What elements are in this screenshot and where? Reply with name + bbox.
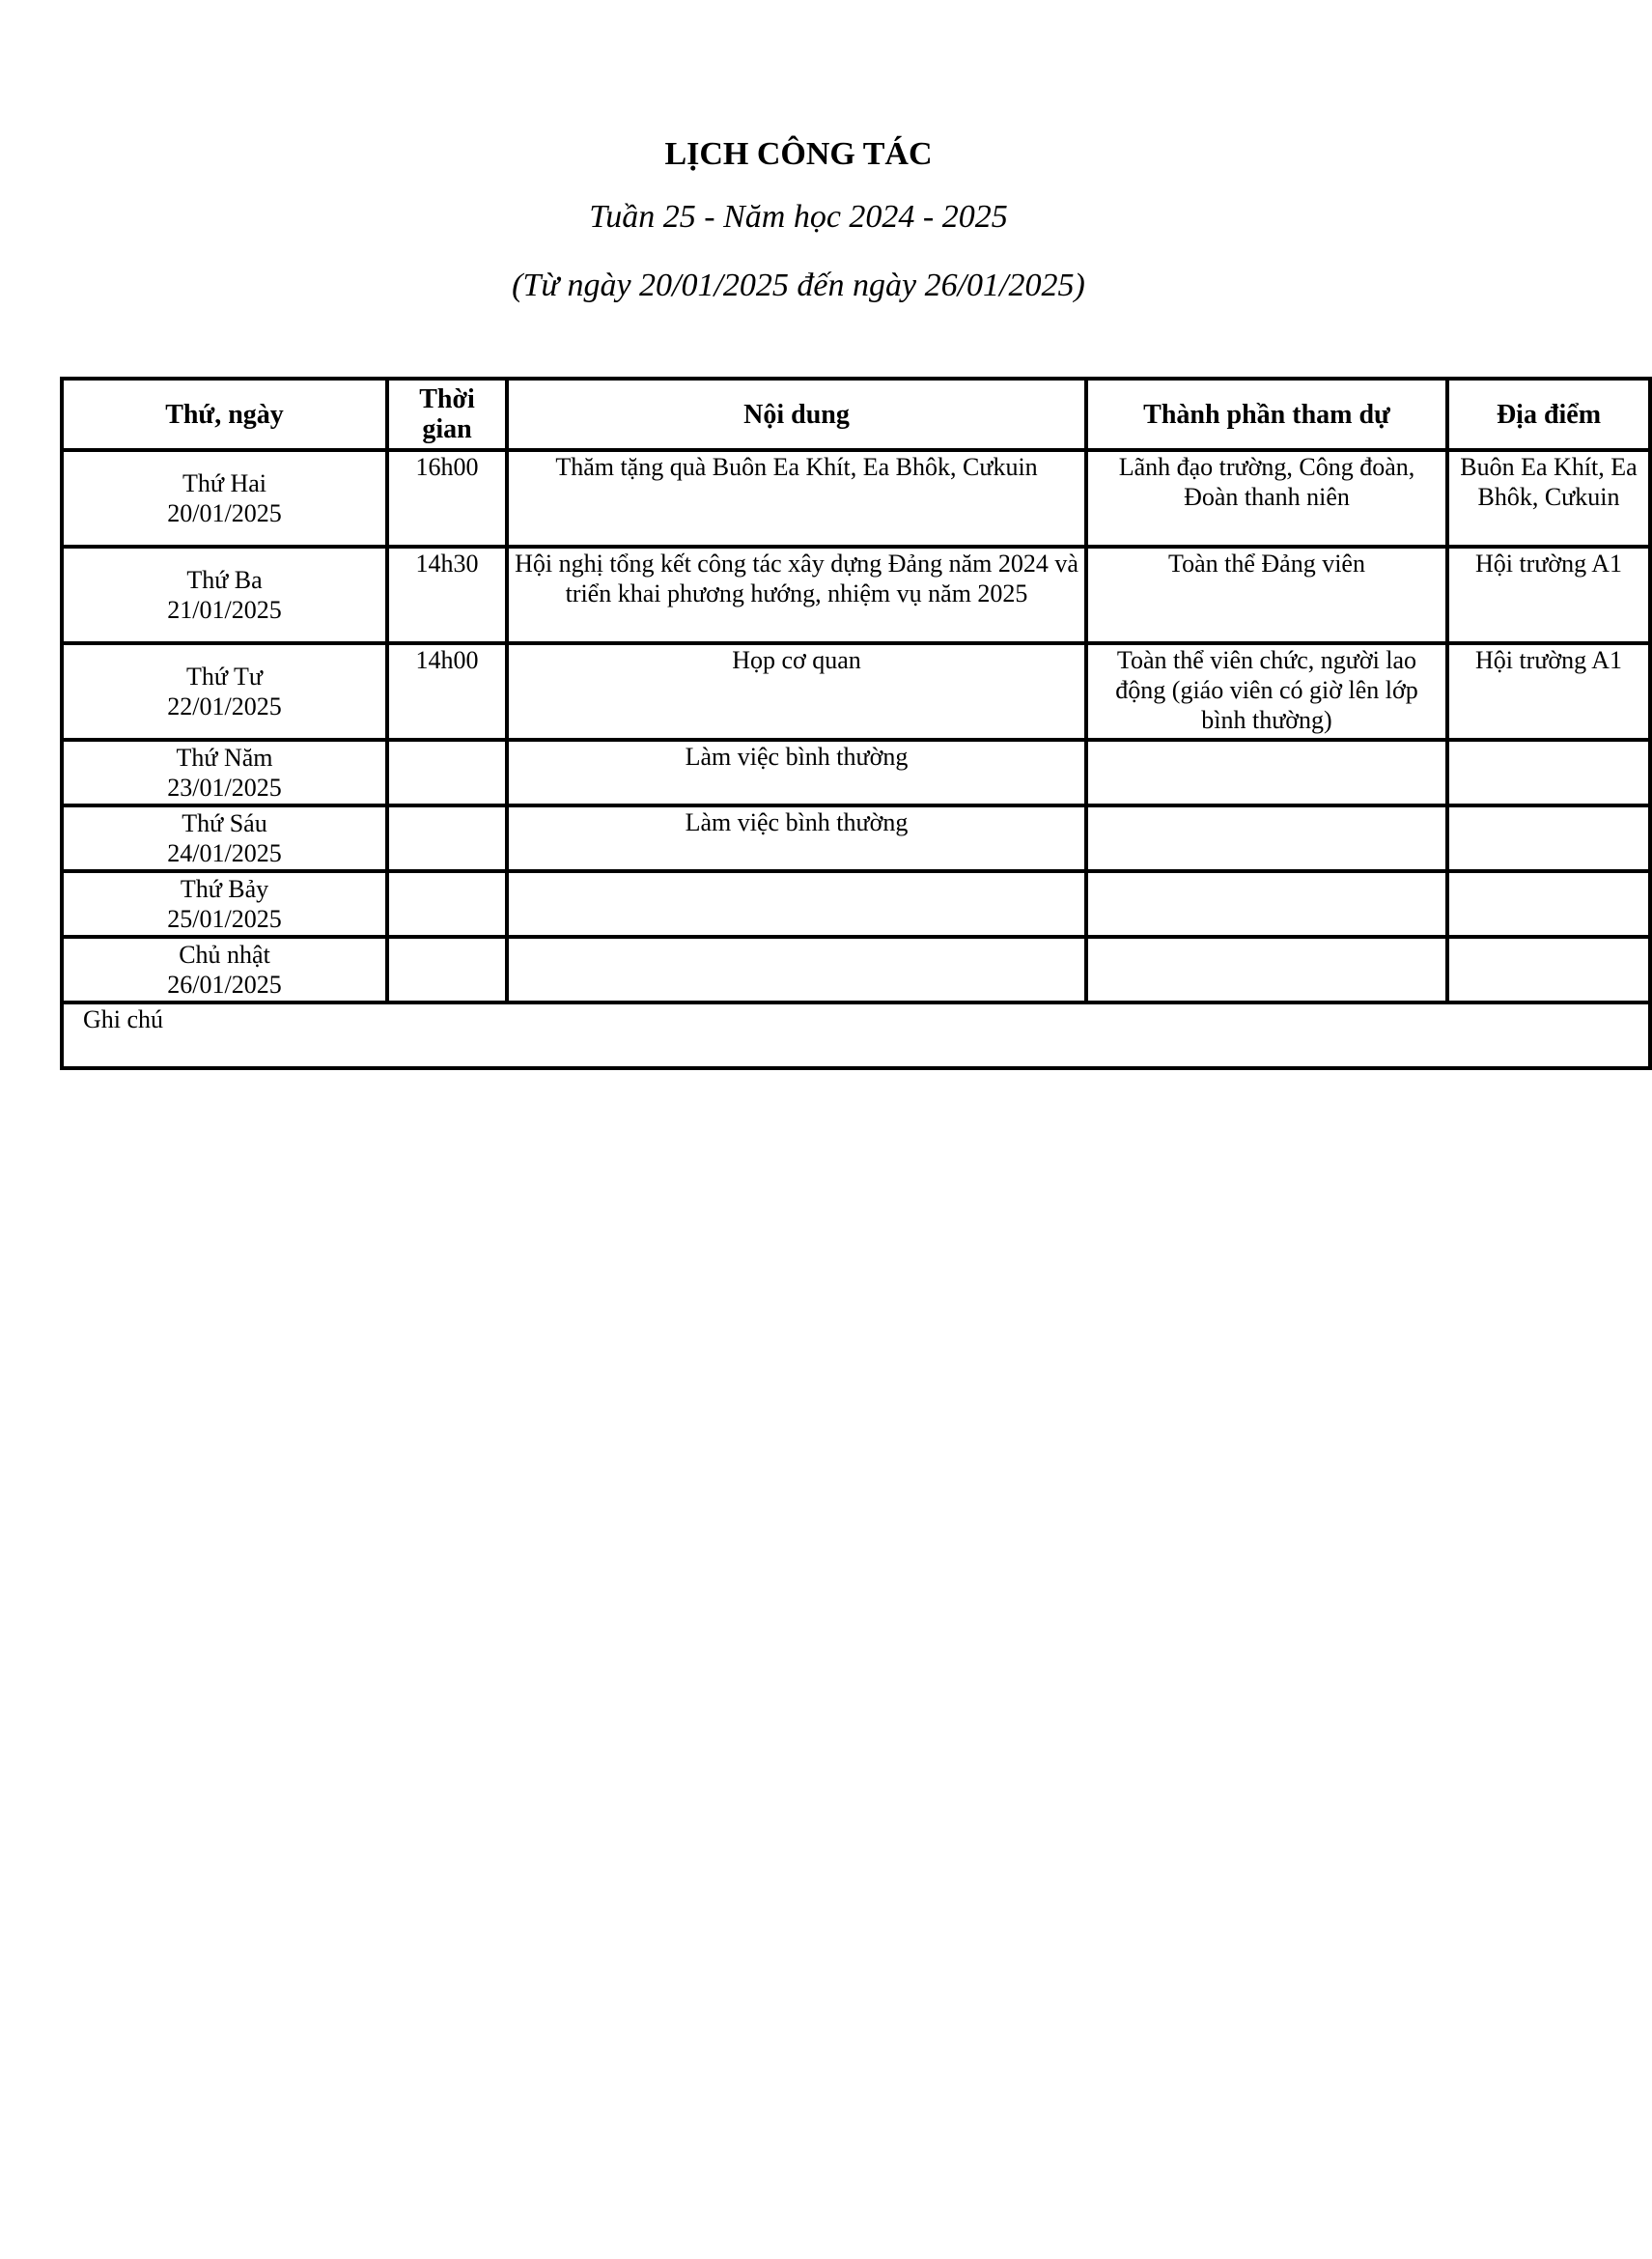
content-cell: Làm việc bình thường [507,805,1086,871]
day-cell [62,450,387,547]
table-row [62,643,1650,740]
time-cell [387,871,507,937]
location-cell [1447,937,1650,1002]
day-cell [62,937,387,1002]
weekday: Thứ Sáu [182,809,267,837]
content-cell: Họp cơ quan [507,643,1086,740]
content-cell: Làm việc bình thường [507,740,1086,805]
table-header-row [62,379,1650,450]
content-cell [507,937,1086,1002]
day-cell [62,871,387,937]
weekday: Thứ Tư [186,663,263,691]
header-participants: Thành phần tham dự [1086,379,1447,450]
header-time: Thời gian [387,379,507,450]
content-cell: Hội nghị tổng kết công tác xây dựng Đảng năm 2024 và triển khai phương hướng, nhiệm vụ năm 2025 [507,547,1086,643]
note-row [62,1002,1650,1068]
location-cell: Buôn Ea Khít, Ea Bhôk, Cưkuin [1447,450,1650,547]
header-day: Thứ, ngày [62,379,387,450]
participants-cell: Lãnh đạo trường, Công đoàn, Đoàn thanh niên [1086,450,1447,547]
weekday: Chủ nhật [179,941,270,969]
participants-cell: Toàn thể Đảng viên [1086,547,1447,643]
date: 23/01/2025 [167,774,282,802]
participants-cell: Toàn thể viên chức, người lao động (giáo viên có giờ lên lớp bình thường) [1086,643,1447,740]
table-row [62,740,1650,805]
table-row [62,450,1650,547]
time-cell: 14h00 [387,643,507,740]
day-cell [62,740,387,805]
location-cell: Hội trường A1 [1447,643,1650,740]
day-cell [62,805,387,871]
time-cell [387,740,507,805]
date: 25/01/2025 [167,905,282,933]
table-row [62,547,1650,643]
header-content: Nội dung [507,379,1086,450]
location-cell [1447,805,1650,871]
date: 21/01/2025 [167,596,282,624]
participants-cell [1086,871,1447,937]
weekday: Thứ Hai [182,469,266,497]
content-cell [507,871,1086,937]
date: 22/01/2025 [167,692,282,720]
weekday: Thứ Ba [186,566,263,594]
document-title: LỊCH CÔNG TÁC [664,136,933,172]
time-cell: 16h00 [387,450,507,547]
content-cell: Thăm tặng quà Buôn Ea Khít, Ea Bhôk, Cưkuin [507,450,1086,547]
location-cell [1447,871,1650,937]
schedule-table [60,377,1652,1070]
date: 20/01/2025 [167,499,282,527]
location-cell [1447,740,1650,805]
table-row [62,871,1650,937]
date: 24/01/2025 [167,839,282,867]
table-row [62,937,1650,1002]
weekday: Thứ Bảy [180,875,269,903]
time-cell [387,805,507,871]
time-cell [387,937,507,1002]
date: 26/01/2025 [167,971,282,999]
week-subtitle: Tuần 25 - Năm học 2024 - 2025 [589,199,1008,235]
date-range: (Từ ngày 20/01/2025 đến ngày 26/01/2025) [512,268,1085,303]
location-cell: Hội trường A1 [1447,547,1650,643]
weekday: Thứ Năm [176,744,273,772]
participants-cell [1086,805,1447,871]
participants-cell [1086,937,1447,1002]
day-cell [62,547,387,643]
day-cell [62,643,387,740]
table-row [62,805,1650,871]
time-cell: 14h30 [387,547,507,643]
participants-cell [1086,740,1447,805]
note-cell: Ghi chú [62,1002,1650,1068]
header-location: Địa điểm [1447,379,1650,450]
